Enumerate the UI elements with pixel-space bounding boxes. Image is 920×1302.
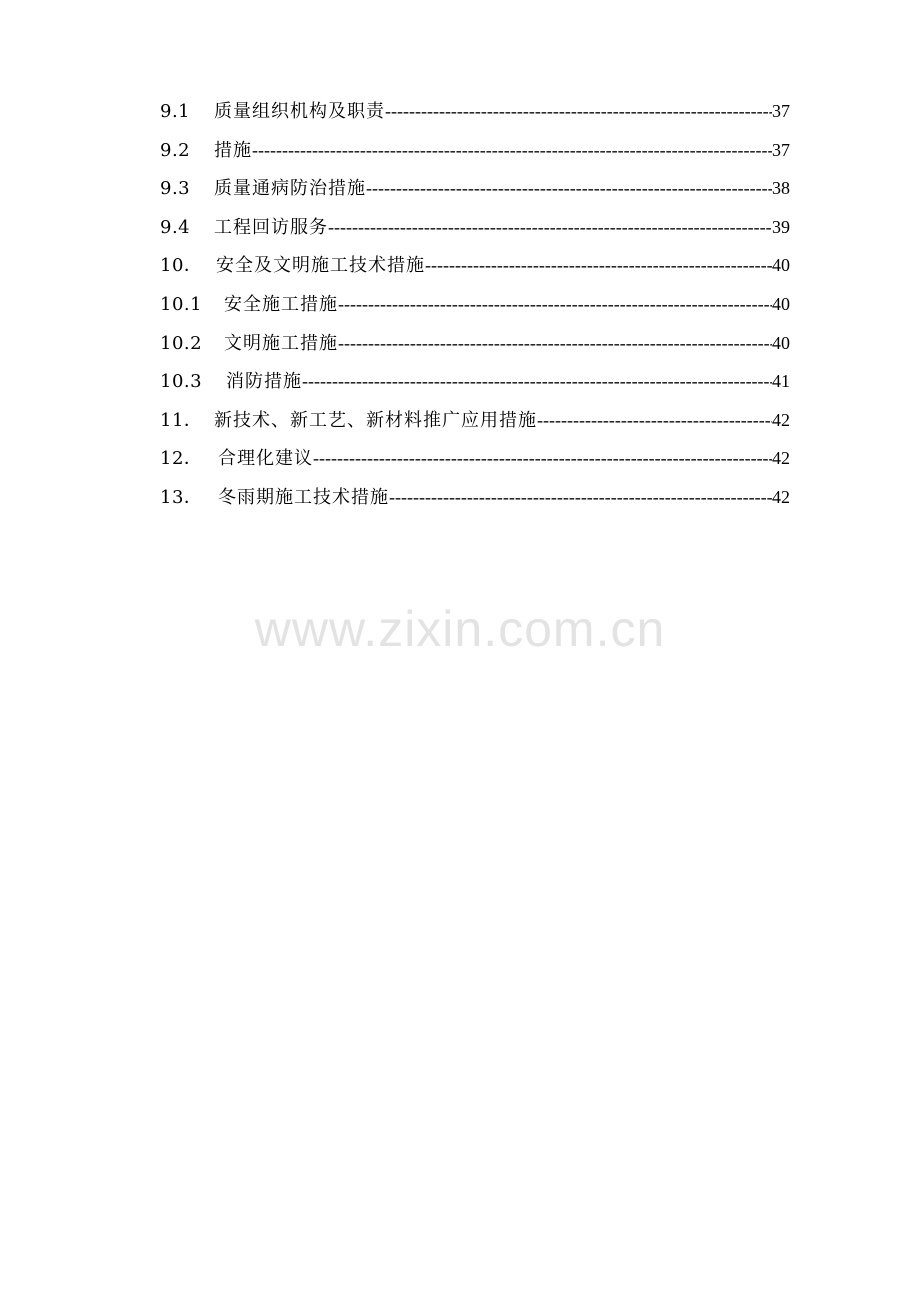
- toc-entry[interactable]: [160, 439, 790, 478]
- toc-entry[interactable]: [160, 478, 790, 517]
- toc-entry-number: 13．: [160, 486, 203, 508]
- toc-entry-title: 质量通病防治措施: [214, 178, 366, 200]
- toc-entry-title: 安全及文明施工技术措施: [216, 255, 425, 277]
- toc-entry-leader: [338, 324, 772, 363]
- table-of-contents: [160, 92, 790, 517]
- toc-entry-page: 42: [772, 409, 790, 430]
- toc-entry-number: 10.3: [160, 371, 203, 393]
- toc-entry-leader: [385, 92, 772, 131]
- toc-entry-leader: [389, 478, 772, 517]
- toc-entry-page: 40: [772, 255, 790, 276]
- watermark-text: www.zixin.com.cn: [254, 601, 666, 657]
- toc-entry[interactable]: [160, 285, 790, 324]
- toc-entry-page: 40: [772, 293, 790, 314]
- toc-entry-number: 10.1: [160, 293, 203, 315]
- toc-entry-leader: [302, 362, 772, 401]
- toc-entry-page: 37: [772, 139, 790, 160]
- toc-entry[interactable]: [160, 169, 790, 208]
- toc-entry-title: 冬雨期施工技术措施: [218, 486, 389, 508]
- toc-entry[interactable]: [160, 362, 790, 401]
- toc-entry[interactable]: [160, 208, 790, 247]
- toc-entry-number: 11．: [160, 409, 203, 431]
- toc-entry-leader: [313, 439, 772, 478]
- toc-entry-leader: [425, 246, 772, 285]
- toc-entry[interactable]: [160, 401, 790, 440]
- toc-entry-number: 10．: [160, 255, 203, 277]
- toc-entry-page: 39: [772, 216, 790, 237]
- toc-entry-leader: [328, 208, 772, 247]
- toc-entry-title: 措施: [214, 139, 252, 161]
- toc-entry-number: 9.4: [160, 216, 191, 238]
- toc-entry[interactable]: [160, 131, 790, 170]
- toc-entry-title: 质量组织机构及职责: [214, 101, 385, 122]
- toc-entry-page: 37: [772, 101, 790, 121]
- toc-entry-leader: [252, 131, 772, 170]
- toc-entry-leader: [366, 169, 772, 208]
- toc-entry-number: 9.1: [160, 101, 191, 122]
- toc-entry-number: 12．: [160, 448, 203, 470]
- toc-entry-title: 工程回访服务: [214, 216, 328, 238]
- toc-entry-leader: [338, 285, 772, 324]
- toc-entry-title: 新技术、新工艺、新材料推广应用措施: [214, 409, 537, 431]
- toc-entry[interactable]: [160, 246, 790, 285]
- toc-entry-title: 文明施工措施: [224, 332, 338, 354]
- toc-entry-page: 40: [772, 332, 790, 353]
- toc-entry[interactable]: [160, 92, 790, 131]
- toc-entry-page: 38: [772, 178, 790, 199]
- toc-entry-number: 9.3: [160, 178, 191, 200]
- toc-entry-title: 合理化建议: [218, 448, 313, 470]
- toc-entry-title: 安全施工措施: [224, 293, 338, 315]
- toc-entry-number: 10.2: [160, 332, 203, 354]
- toc-entry[interactable]: [160, 324, 790, 363]
- toc-entry-leader: [537, 401, 772, 440]
- toc-entry-title: 消防措施: [226, 371, 302, 393]
- toc-entry-page: 41: [772, 371, 790, 392]
- toc-entry-number: 9.2: [160, 139, 191, 161]
- toc-entry-page: 42: [772, 486, 790, 507]
- toc-entry-page: 42: [772, 448, 790, 469]
